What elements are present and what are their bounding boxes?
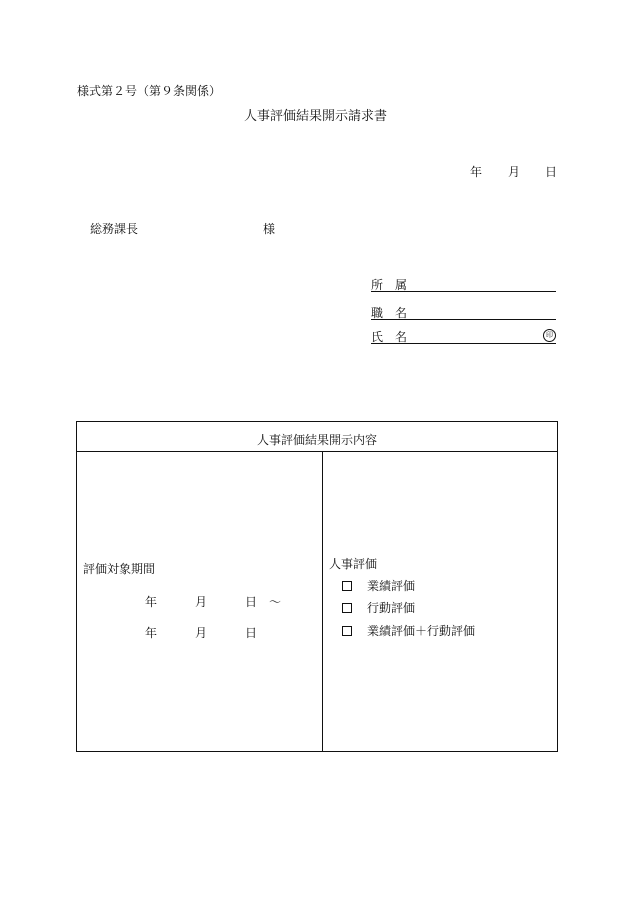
document-title: 人事評価結果開示請求書 xyxy=(244,109,388,124)
addressee-honorific: 様 xyxy=(263,222,276,236)
performance-evaluation-checkbox[interactable] xyxy=(342,581,352,591)
date-year-label: 年 xyxy=(470,165,483,179)
start-month-label: 月 xyxy=(195,595,208,609)
name-label: 氏名 xyxy=(371,330,420,344)
performance-evaluation-label: 業績評価 xyxy=(367,579,416,593)
period-separator: ～ xyxy=(269,595,282,609)
end-day-label: 日 xyxy=(245,626,258,640)
evaluation-label: 人事評価 xyxy=(329,557,378,571)
column-divider xyxy=(322,452,323,751)
start-year-label: 年 xyxy=(145,595,158,609)
seal-mark: 印 xyxy=(543,329,556,342)
affiliation-field[interactable] xyxy=(371,291,556,292)
both-evaluations-label: 業績評価＋行動評価 xyxy=(367,624,476,638)
name-field[interactable] xyxy=(371,343,556,344)
disclosure-table xyxy=(76,421,558,752)
end-month-label: 月 xyxy=(195,626,208,640)
behavior-evaluation-checkbox[interactable] xyxy=(342,603,352,613)
disclosure-header-text: 人事評価結果開示内容 xyxy=(256,433,377,447)
form-number: 様式第２号（第９条関係） xyxy=(77,84,222,98)
position-field[interactable] xyxy=(371,319,556,320)
addressee-name: 総務課長 xyxy=(90,222,139,236)
date-month-label: 月 xyxy=(508,165,521,179)
position-label: 職名 xyxy=(371,306,420,320)
both-evaluations-checkbox[interactable] xyxy=(342,626,352,636)
end-year-label: 年 xyxy=(145,626,158,640)
date-day-label: 日 xyxy=(545,165,558,179)
period-label: 評価対象期間 xyxy=(83,562,156,576)
start-day-label: 日 xyxy=(245,595,258,609)
disclosure-header xyxy=(77,422,557,452)
behavior-evaluation-label: 行動評価 xyxy=(367,601,416,615)
affiliation-label: 所属 xyxy=(371,278,420,292)
